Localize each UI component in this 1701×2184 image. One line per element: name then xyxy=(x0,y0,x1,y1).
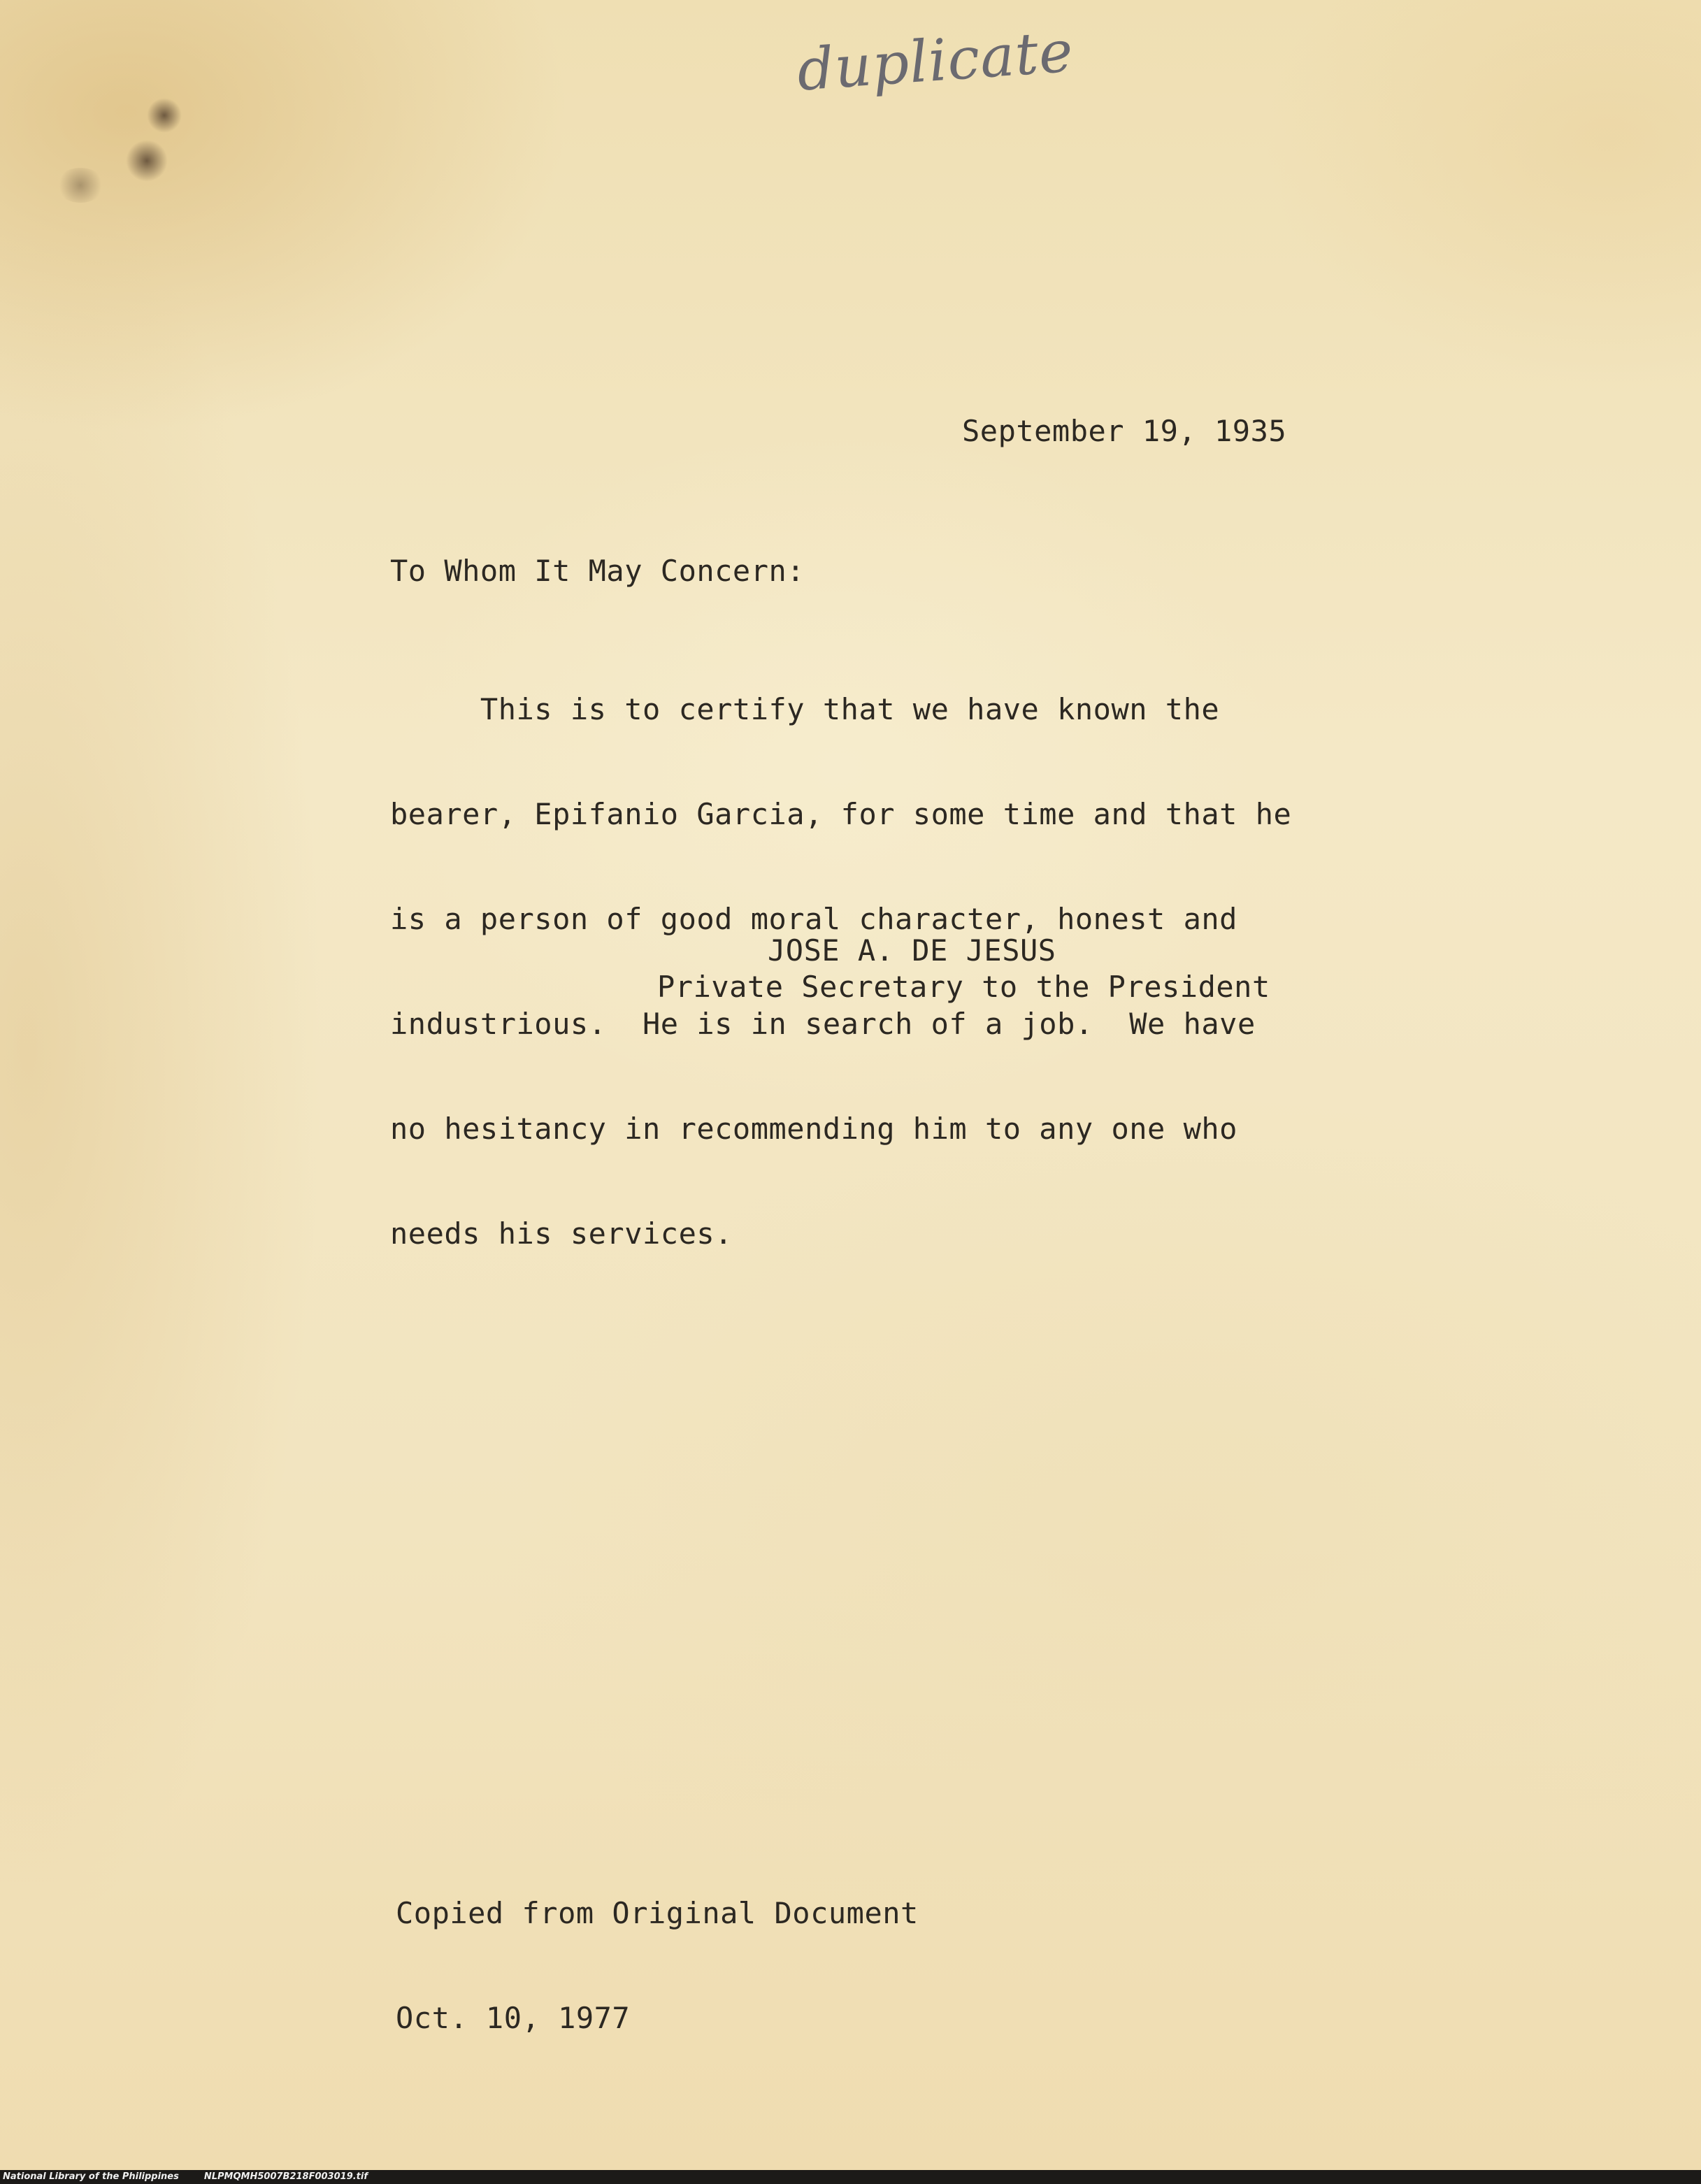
body-line: is a person of good moral character, honest and xyxy=(390,902,1237,936)
signatory-title: Private Secretary to the President xyxy=(657,970,1270,1004)
footer-institution: National Library of the Philippines xyxy=(3,2171,179,2182)
archive-footer xyxy=(0,2170,1701,2184)
letter-salutation: To Whom It May Concern: xyxy=(390,554,805,588)
signatory-name: JOSE A. DE JESUS xyxy=(768,933,1056,968)
footer-file-id: NLPMQMH5007B218F003019.tif xyxy=(203,2171,368,2182)
handwritten-annotation: duplicate xyxy=(795,18,1076,104)
ink-stain xyxy=(126,140,168,182)
copy-note xyxy=(396,1826,919,2106)
copy-note-line: Copied from Original Document xyxy=(396,1896,919,1930)
ink-stain xyxy=(147,98,182,133)
body-line: This is to certify that we have known the xyxy=(390,692,1220,726)
body-line: bearer, Epifanio Garcia, for some time and that he xyxy=(390,797,1292,831)
body-line: needs his services. xyxy=(390,1216,733,1251)
ink-stain xyxy=(56,168,105,203)
body-line: industrious. He is in search of a job. We have xyxy=(390,1007,1256,1041)
body-line: no hesitancy in recommending him to any one who xyxy=(390,1112,1237,1146)
copy-note-line: Oct. 10, 1977 xyxy=(396,2001,631,2035)
letter-date: September 19, 1935 xyxy=(962,414,1287,448)
